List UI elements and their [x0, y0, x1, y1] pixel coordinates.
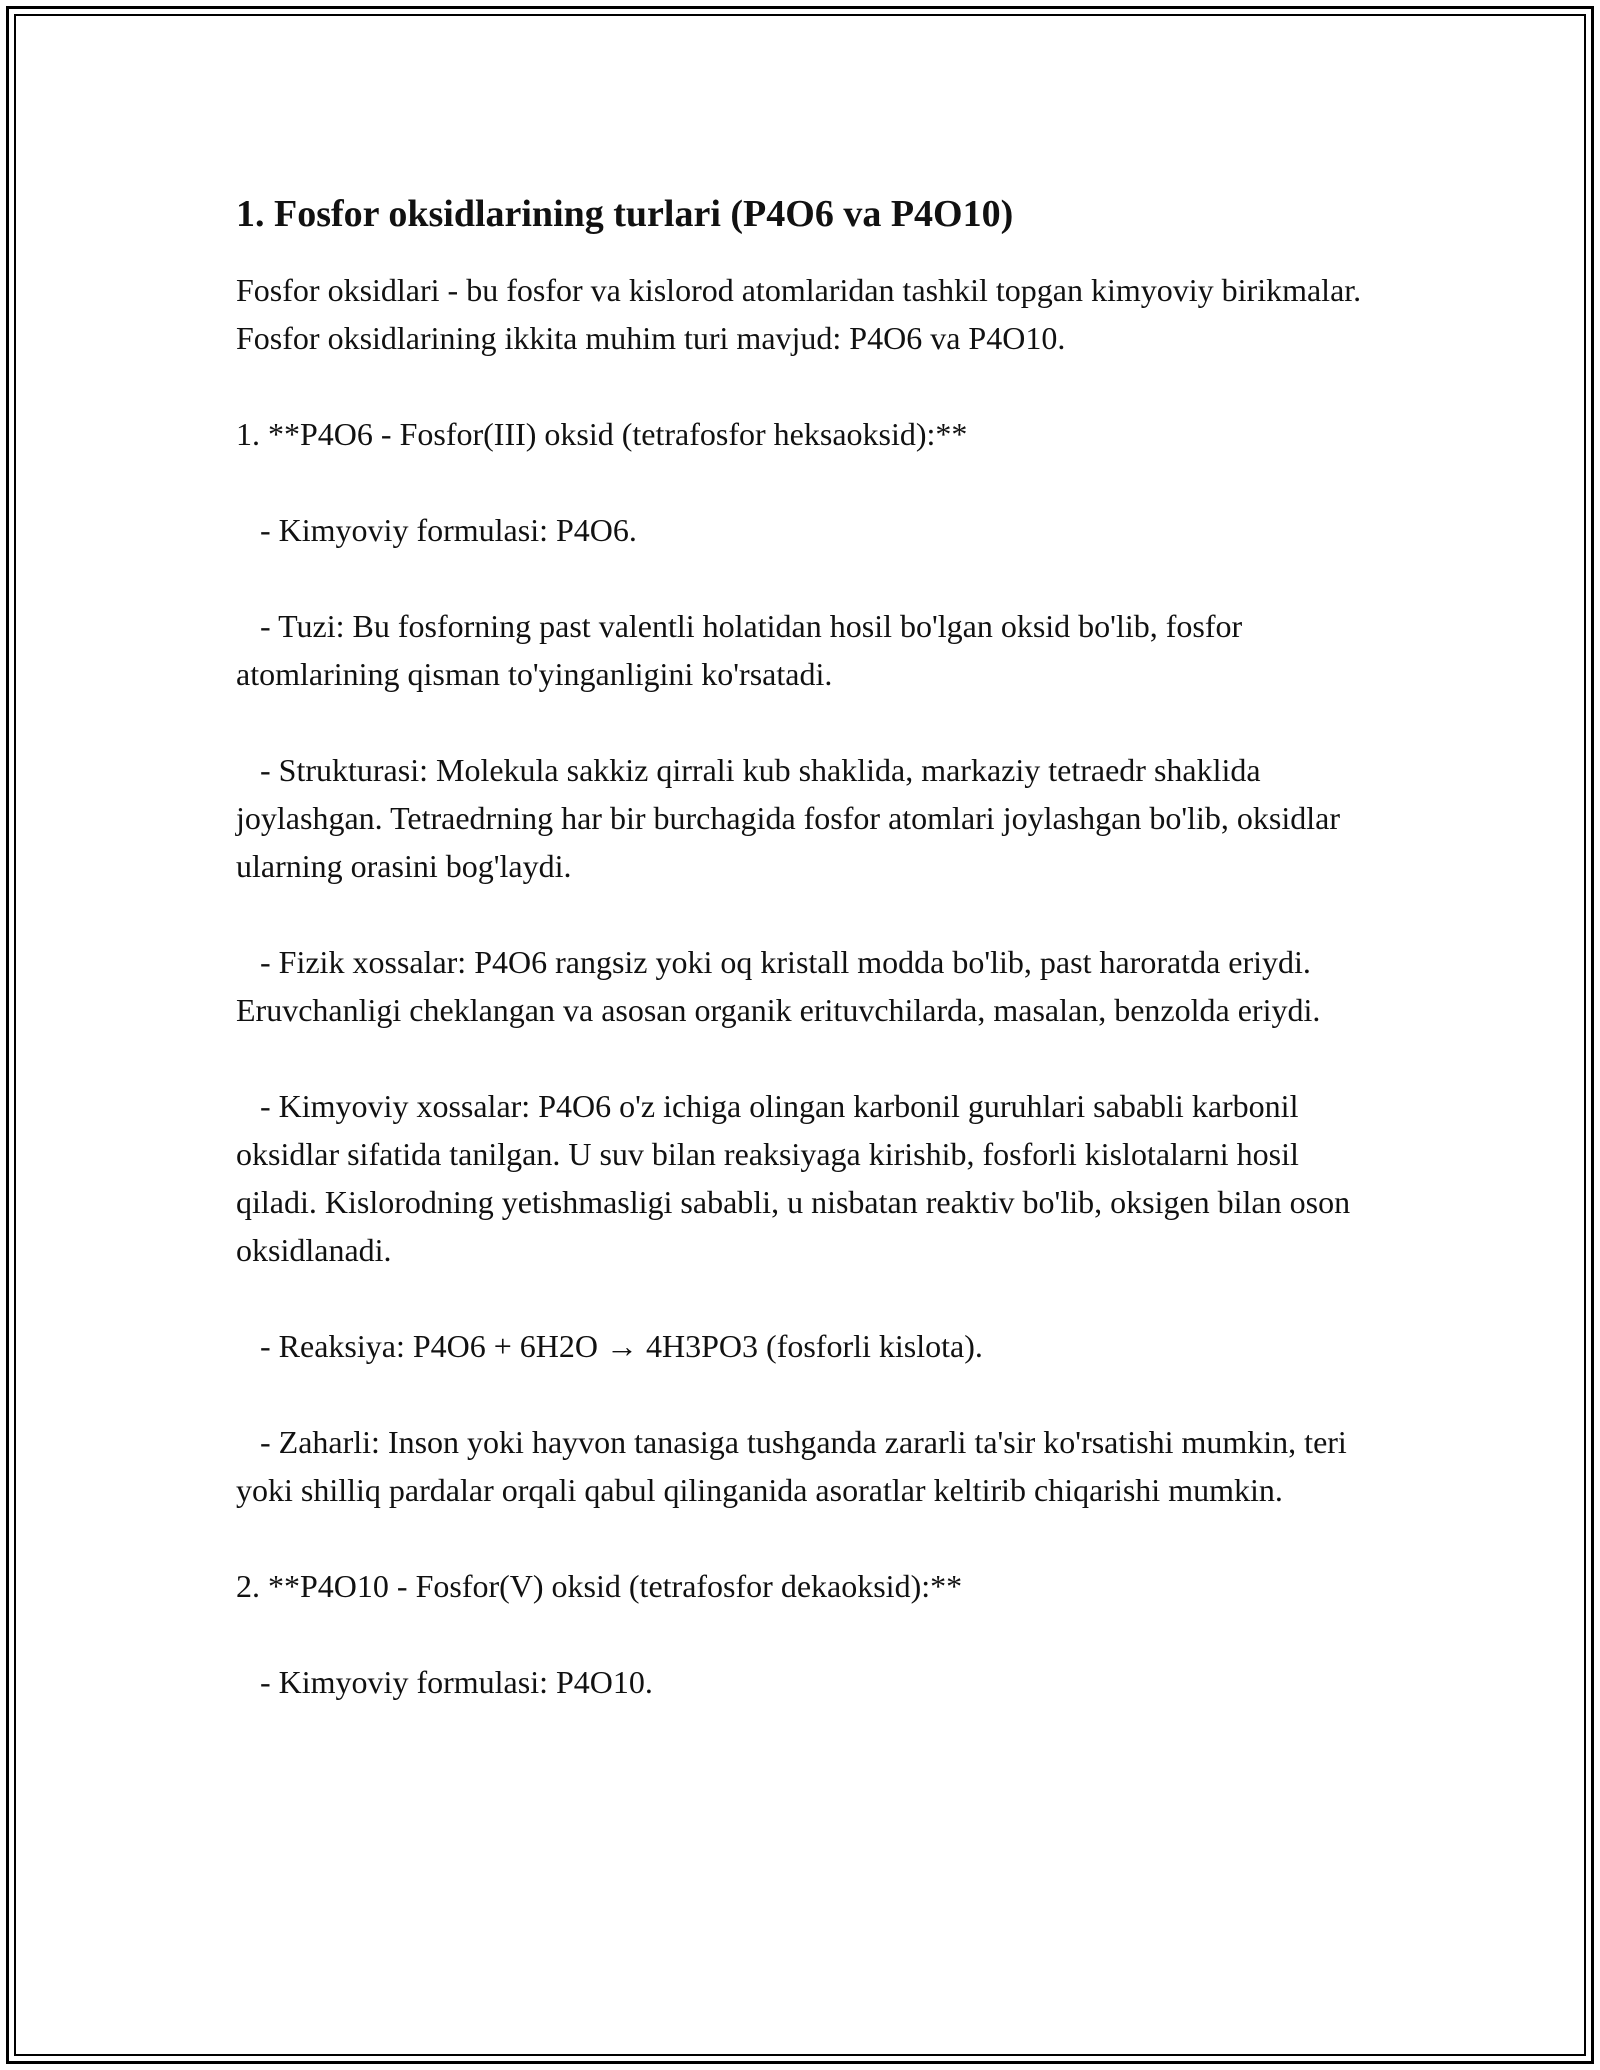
p4o6-physical-properties: - Fizik xossalar: P4O6 rangsiz yoki oq kristall modda bo'lib, past haroratda eriydi. Eruvchanligi cheklangan va asosan organik erituvchilarda, masalan, benzolda eriydi. [236, 944, 1321, 1028]
p4o6-reaction: - Reaksiya: P4O6 + 6H2O → 4H3PO3 (fosforli kislota). [236, 1328, 983, 1364]
p4o6-toxicity: - Zaharli: Inson yoki hayvon tanasiga tushganda zararli ta'sir ko'rsatishi mumkin, teri yoki shilliq pardalar orqali qabul qilinganida asoratlar keltirib chiqarishi mumkin. [236, 1424, 1355, 1508]
p4o6-chemical-properties: - Kimyoviy xossalar: P4O6 o'z ichiga olingan karbonil guruhlari sababli karbonil oksidlar sifatida tanilgan. U suv bilan reaksiyaga kirishib, fosforli kislotalarni hosil qiladi. Kislorodning yetishmasligi sababli, u nisbatan reaktiv bo'lib, oksigen bilan oson oksidlanadi. [236, 1088, 1359, 1268]
document-body [236, 184, 1376, 1754]
section-heading-p4o6: 1. **P4O6 - Fosfor(III) oksid (tetrafosfor heksaoksid):** [236, 416, 968, 452]
p4o10-formula: - Kimyoviy formulasi: P4O10. [236, 1664, 653, 1700]
section-heading-p4o10: 2. **P4O10 - Fosfor(V) oksid (tetrafosfor dekaoksid):** [236, 1568, 963, 1604]
p4o6-formula: - Kimyoviy formulasi: P4O6. [236, 512, 637, 548]
p4o6-structure: - Strukturasi: Molekula sakkiz qirrali kub shaklida, markaziy tetraedr shaklida joylashgan. Tetraedrning har bir burchagida fosfor atomlari joylashgan bo'lib, oksidlar ularning orasini bog'laydi. [236, 752, 1348, 884]
document-title: 1. Fosfor oksidlarining turlari (P4O6 va P4O10) [236, 193, 1014, 235]
p4o6-composition: - Tuzi: Bu fosforning past valentli holatidan hosil bo'lgan oksid bo'lib, fosfor atomlarining qisman to'yinganligini ko'rsatadi. [236, 608, 1251, 692]
intro-paragraph: Fosfor oksidlari - bu fosfor va kislorod atomlaridan tashkil topgan kimyoviy birikmalar. Fosfor oksidlarining ikkita muhim turi mavjud: P4O6 va P4O10. [236, 272, 1370, 356]
